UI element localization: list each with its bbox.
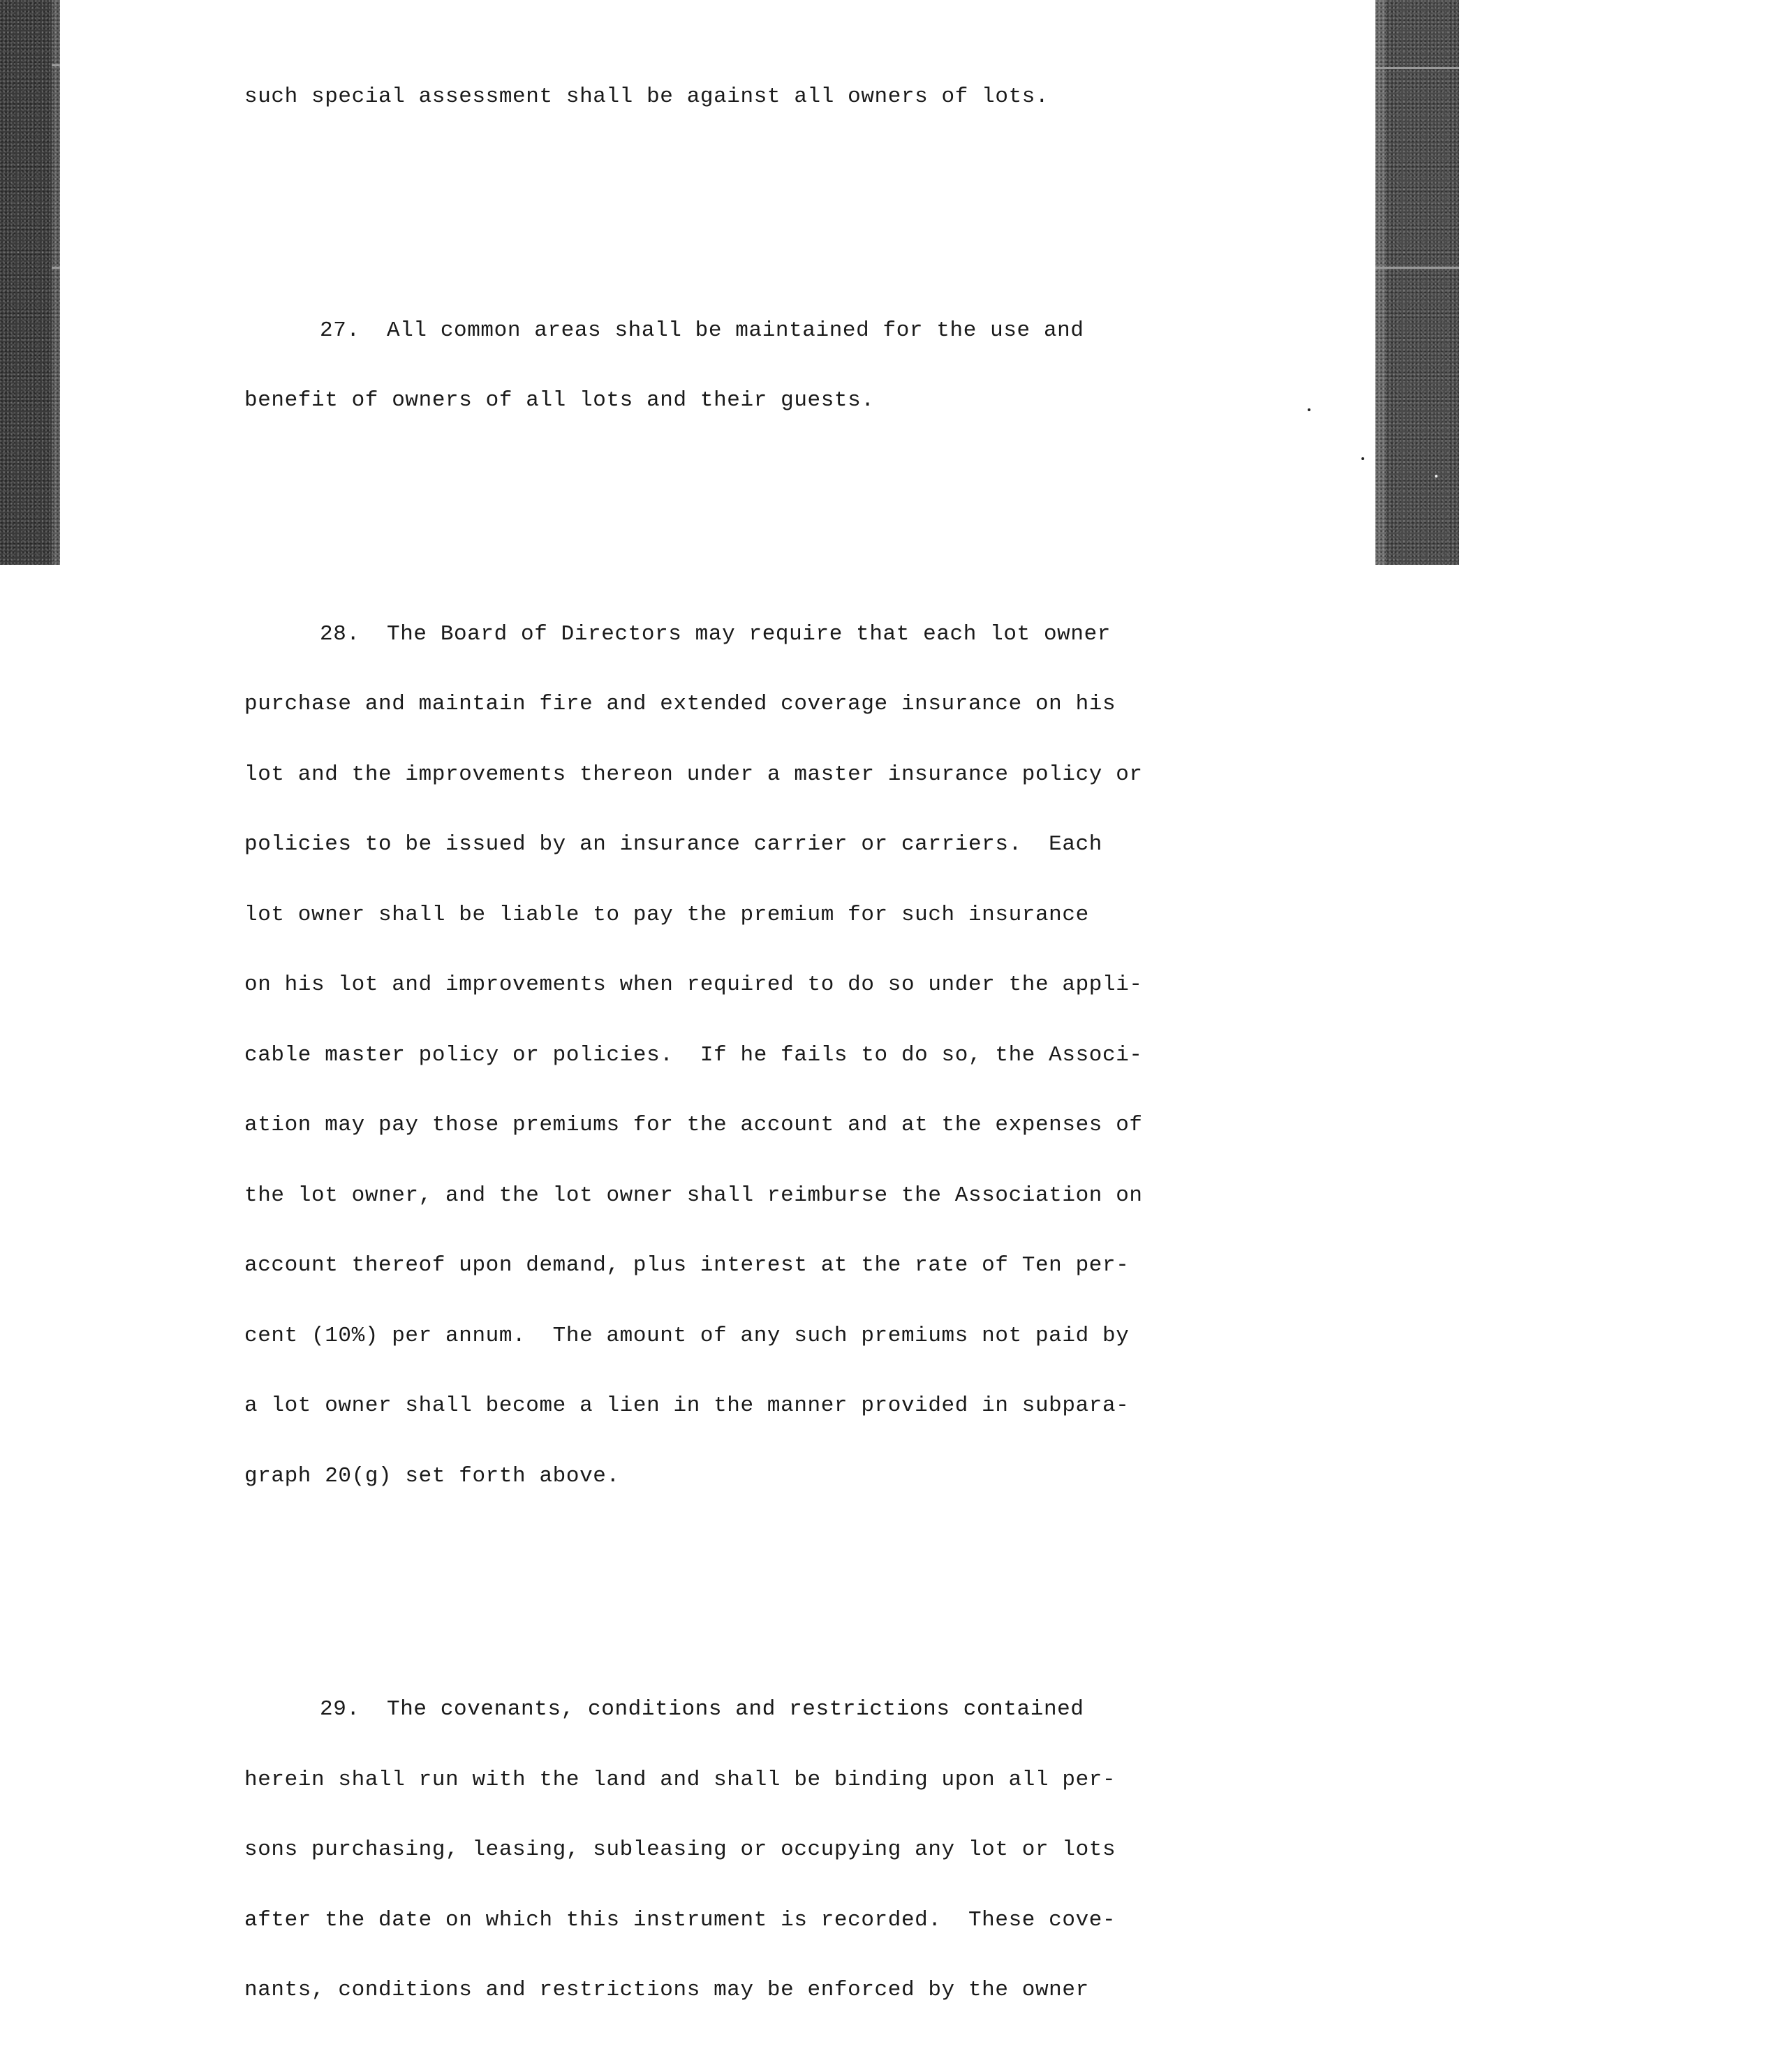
text-line: herein shall run with the land and shall be binding upon all per- xyxy=(244,1767,1116,1792)
text-line: policies to be issued by an insurance carrier or carriers. Each xyxy=(244,832,1102,857)
paragraph-29 xyxy=(244,1651,1250,2049)
text-line: benefit of owners of all lots and their guests. xyxy=(244,388,875,413)
scan-border-left xyxy=(0,0,52,565)
text-line: graph 20(g) set forth above. xyxy=(244,1463,620,1488)
text-line: lot owner shall be liable to pay the premium for such insurance xyxy=(244,902,1089,927)
text-line: such special assessment shall be against all owners of lots. xyxy=(244,84,1049,109)
scan-border-right-inner xyxy=(1375,0,1386,565)
text-line: the lot owner, and the lot owner shall reimburse the Association on xyxy=(244,1183,1143,1208)
text-line: account thereof upon demand, plus interest at the rate of Ten per- xyxy=(244,1253,1130,1278)
scan-border-right xyxy=(1386,0,1459,565)
text-line: lot and the improvements thereon under a master insurance policy or xyxy=(244,762,1143,787)
scan-crease xyxy=(1375,267,1459,269)
text-line: cent (10%) per annum. The amount of any such premiums not paid by xyxy=(244,1323,1130,1348)
text-line: on his lot and improvements when required to do so under the appli- xyxy=(244,972,1143,997)
scan-speck xyxy=(1361,457,1364,460)
scan-border-left-inner xyxy=(52,0,60,565)
text-line: ation may pay those premiums for the account and at the expenses of xyxy=(244,1113,1143,1137)
scan-crease xyxy=(52,64,60,66)
text-line: 29. The covenants, conditions and restrictions contained xyxy=(320,1697,1084,1722)
text-line: after the date on which this instrument is recorded. These cove- xyxy=(244,1907,1116,1932)
paragraph-26-tail xyxy=(244,38,1250,156)
scan-crease xyxy=(1375,67,1459,69)
text-line: nants, conditions and restrictions may be enforced by the owner xyxy=(244,1978,1089,2002)
scan-speck xyxy=(1435,475,1438,478)
paragraph-27 xyxy=(244,272,1250,459)
scan-crease xyxy=(52,267,60,269)
text-line: cable master policy or policies. If he fails to do so, the Associ- xyxy=(244,1042,1143,1067)
text-line: 28. The Board of Directors may require that each lot owner xyxy=(320,621,1111,646)
text-line: purchase and maintain fire and extended coverage insurance on his xyxy=(244,692,1116,716)
document-text xyxy=(244,0,1250,2072)
text-line: a lot owner shall become a lien in the manner provided in subpara- xyxy=(244,1393,1130,1418)
scan-speck xyxy=(1308,408,1310,411)
text-line: sons purchasing, leasing, subleasing or occupying any lot or lots xyxy=(244,1837,1116,1862)
text-line: 27. All common areas shall be maintained for the use and xyxy=(320,318,1084,343)
paragraph-28 xyxy=(244,576,1250,1535)
